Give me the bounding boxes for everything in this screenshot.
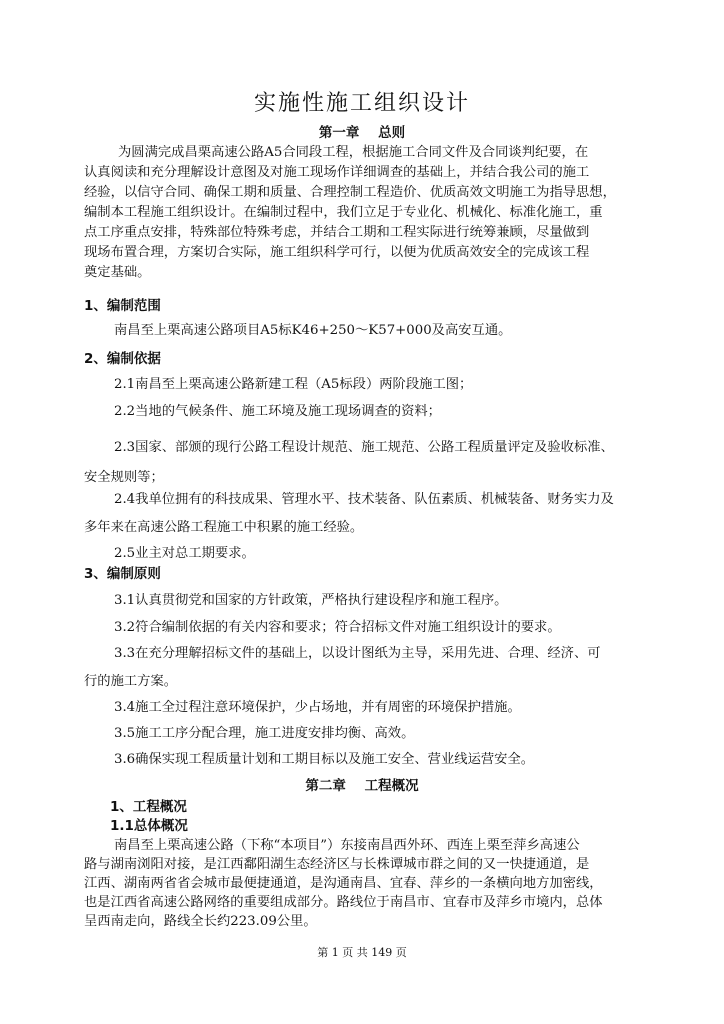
- section-2-1: 2.1南昌至上栗高速公路新建工程（A5标段）两阶段施工图；: [114, 377, 473, 392]
- overview-line: 路与湖南浏阳对接，是江西鄱阳湖生态经济区与长株谭城市群之间的又一快捷通道，是: [84, 857, 590, 872]
- section-3-6: 3.6确保实现工程质量计划和工期目标以及施工安全、营业线运营安全。: [114, 752, 535, 767]
- intro-line: 经验，以信守合同、确保工期和质量、合理控制工程造价、优质高效文明施工为指导思想，: [84, 185, 616, 200]
- intro-line: 认真阅读和充分理解设计意图及对施工现场作详细调查的基础上，并结合我公司的施工: [84, 165, 590, 180]
- section-2-3-cont: 安全规则等；: [84, 470, 164, 485]
- section-3-3-cont: 行的施工方案。: [84, 674, 178, 689]
- section-2-5: 2.5业主对总工期要求。: [114, 546, 255, 561]
- page-footer: 第 1 页 共 149 页: [317, 946, 407, 959]
- document-title: 实施性施工组织设计: [253, 91, 470, 116]
- section-2-heading: 2、编制依据: [84, 351, 161, 367]
- chapter-1-heading: 第一章 总则: [318, 125, 406, 141]
- general-overview-heading: 1.1总体概况: [110, 818, 188, 834]
- overview-line: 江西、湖南两省省会城市最便捷通道，是沟通南昌、宜春、萍乡的一条横向地方加密线，: [84, 876, 603, 891]
- overview-line: 呈西南走向，路线全长约223.09公里。: [84, 914, 317, 929]
- intro-line: 为圆满完成昌栗高速公路A5合同段工程，根据施工合同文件及合同谈判纪要，在: [118, 145, 589, 160]
- intro-line: 点工序重点安排，特殊部位特殊考虑，并结合工期和工程实际进行统筹兼顾，尽量做到: [84, 225, 590, 240]
- section-2-3: 2.3国家、部颁的现行公路工程设计规范、施工规范、公路工程质量评定及验收标准、: [114, 440, 614, 455]
- intro-line: 现场布置合理，方案切合实际，施工组织科学可行，以便为优质高效安全的完成该工程: [84, 245, 590, 260]
- section-1-text: 南昌至上栗高速公路项目A5标K46+250～K57+000及高安互通。: [114, 323, 512, 338]
- section-3-5: 3.5施工工序分配合理，施工进度安排均衡、高效。: [114, 726, 415, 741]
- overview-line: 南昌至上栗高速公路（下称“本项目”）东接南昌西外环、西连上栗至萍乡高速公: [114, 838, 580, 853]
- section-3-2: 3.2符合编制依据的有关内容和要求；符合招标文件对施工组织设计的要求。: [114, 620, 561, 635]
- intro-line: 编制本工程施工组织设计。在编制过程中，我们立足于专业化、机械化、标准化施工，重: [84, 205, 603, 220]
- intro-line: 奠定基础。: [84, 265, 151, 280]
- section-2-4: 2.4我单位拥有的科技成果、管理水平、技术装备、队伍素质、机械装备、财务实力及: [114, 492, 614, 507]
- section-3-1: 3.1认真贯彻党和国家的方针政策，严格执行建设程序和施工程序。: [114, 593, 508, 608]
- overview-line: 也是江西省高速公路网络的重要组成部分。路线位于南昌市、宜春市及萍乡市境内，总体: [84, 895, 603, 910]
- section-3-heading: 3、编制原则: [84, 566, 161, 582]
- section-2-4-cont: 多年来在高速公路工程施工中积累的施工经验。: [84, 520, 364, 535]
- chapter-2-heading: 第二章 工程概况: [305, 778, 419, 794]
- section-2-2: 2.2当地的气候条件、施工环境及施工现场调查的资料；: [114, 404, 441, 419]
- project-overview-heading: 1、工程概况: [110, 799, 187, 815]
- section-3-3: 3.3在充分理解招标文件的基础上，以设计图纸为主导，采用先进、合理、经济、可: [114, 646, 601, 661]
- section-1-heading: 1、编制范围: [84, 298, 161, 314]
- section-3-4: 3.4施工全过程注意环境保护，少占场地，并有周密的环境保护措施。: [114, 700, 521, 715]
